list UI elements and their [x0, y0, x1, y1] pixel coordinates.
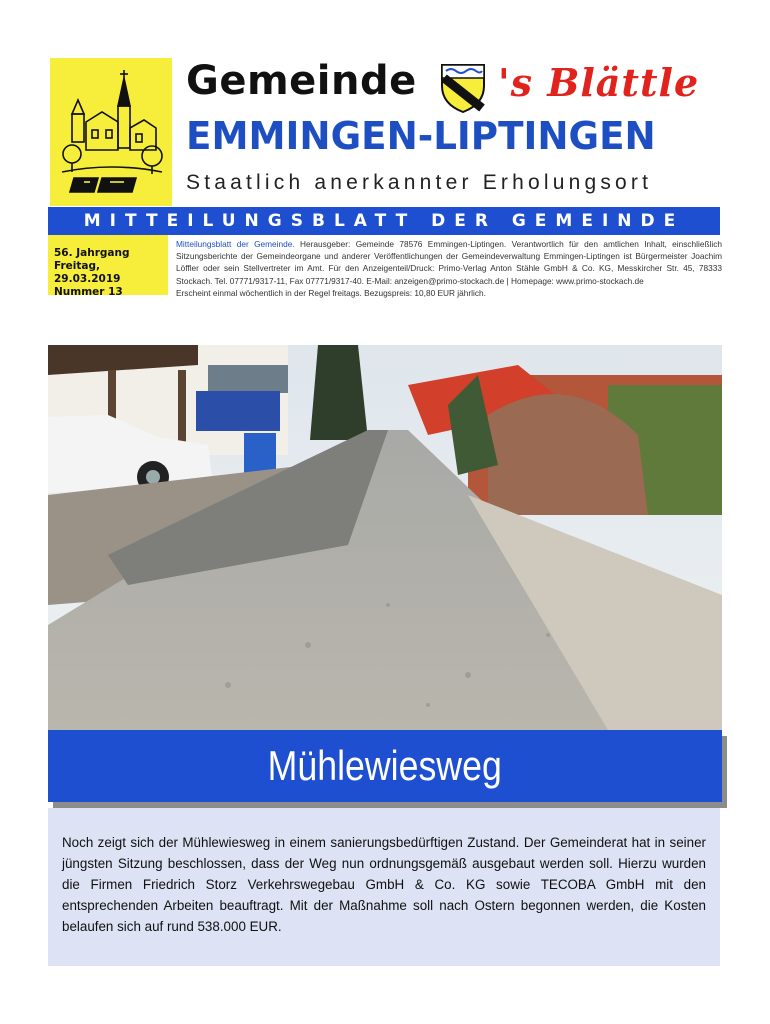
- imprint: [176, 238, 722, 299]
- issue-number: Nummer 13: [54, 286, 123, 298]
- municipality-logo: [50, 58, 172, 206]
- imprint-lead: Mitteilungsblatt der Gemeinde.: [176, 239, 295, 249]
- issue-date: Freitag, 29.03.2019: [54, 260, 121, 285]
- street-photo-icon: [48, 345, 722, 730]
- masthead-title-prefix: Gemeinde: [186, 58, 417, 104]
- issue-volume: 56. Jahrgang: [54, 247, 130, 259]
- imprint-footer: Erscheint einmal wöchentlich in der Regel freitags. Bezugspreis: 10,80 EUR jährlich.: [176, 287, 486, 298]
- coat-of-arms-icon: [438, 62, 488, 114]
- feature-article: [48, 808, 720, 966]
- village-church-icon: [50, 58, 172, 206]
- feature-headline: [48, 730, 722, 802]
- imprint-body: Herausgeber: Gemeinde 78576 Emmingen-Liptingen. Verantwortlich für den amtlichen Inhalt, einschließlich Sitzungsberichte der Gemeindeorgane und anderer Veröffentlichungen der Gemeindeverwaltung Emmingen-Liptingen ist Bürgermeister Joachim Löffler oder sein Stellvertreter im Amt. Für den Anzeigenteil/Druck: Primo-Verlag Anton Stähle GmbH & Co. KG, Messkircher Str. 45, 78333 Stockach. Tel. 07771/9317-11, Fax 07771/9317-40. E-Mail: anzeigen@primo-stockach.de | Homepage: www.primo-stockach.de: [176, 239, 722, 286]
- issue-info: [48, 235, 168, 298]
- masthead-title-suffix: 's Blättle: [498, 60, 700, 105]
- feature-article-text: Noch zeigt sich der Mühlewiesweg in einem sanierungsbedürftigen Zustand. Der Gemeinderat hat in seiner jüngsten Sitzung beschlossen, dass der Weg nun ordnungsgemäß ausgebaut werden soll. Hierzu wurden die Firmen Friedrich Storz Verkehrswegebau GmbH & Co. KG sowie TECOBA GmbH mit den entsprechenden Arbeiten beauftragt. Mit der Maßnahme soll nach Ostern begonnen werden, die Kosten belaufen sich auf rund 538.000 EUR.: [62, 835, 706, 934]
- masthead-place-name: EMMINGEN-LIPTINGEN: [186, 114, 656, 158]
- feature-photo: [48, 345, 722, 730]
- masthead-subtitle: Staatlich anerkannter Erholungsort: [186, 171, 653, 194]
- feature-headline-text: Mühlewiesweg: [267, 742, 503, 789]
- publication-banner: MITTEILUNGSBLATT DER GEMEINDE: [48, 207, 720, 235]
